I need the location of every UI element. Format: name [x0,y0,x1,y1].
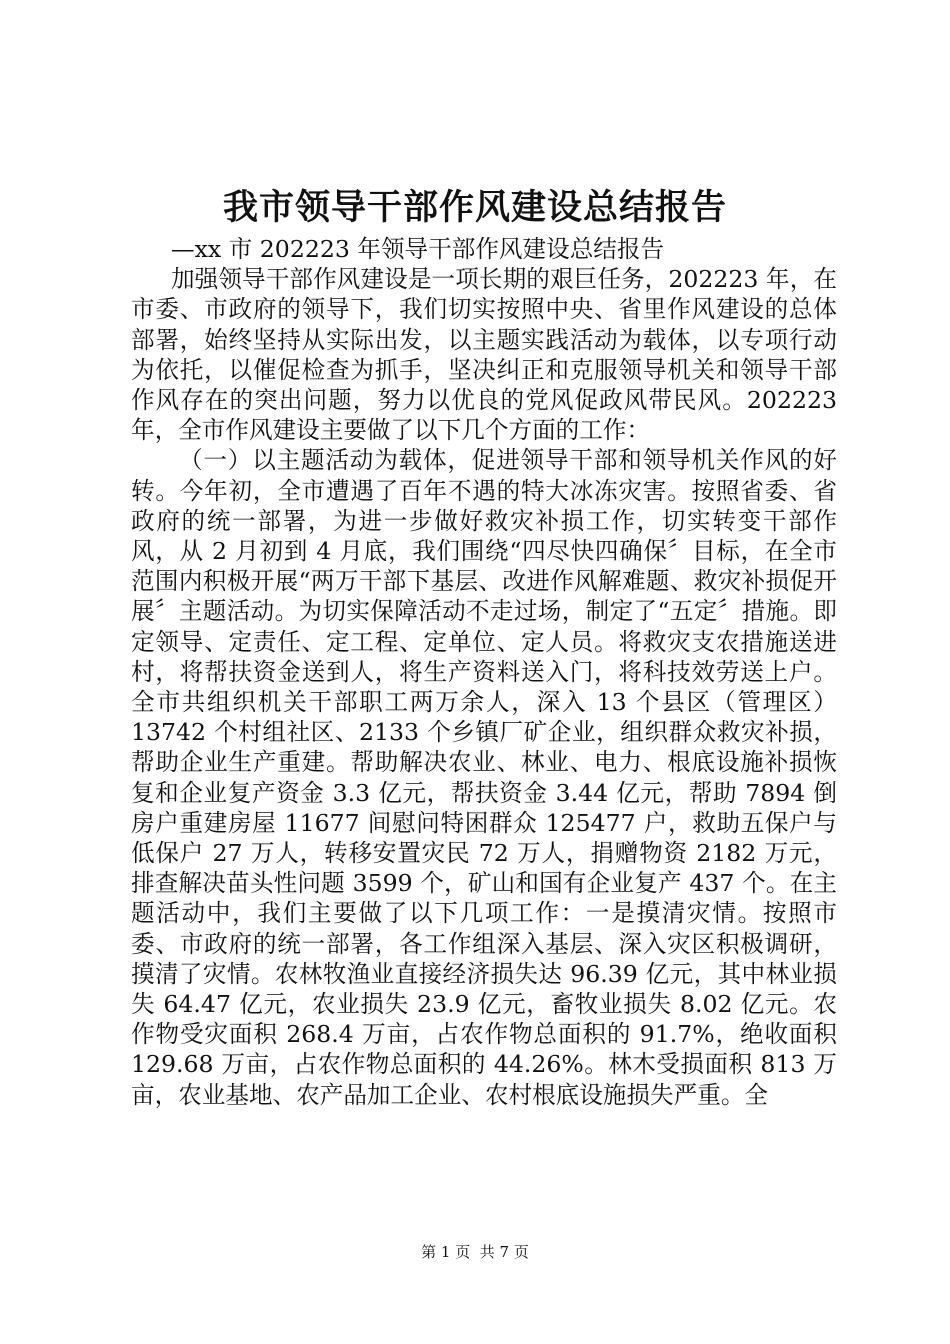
document-subtitle: —xx 市 202223 年领导干部作风建设总结报告 [171,235,665,263]
page-title: 我市领导干部作风建设总结报告 [222,187,727,228]
paragraph-section-1: （一）以主题活动为载体，促进领导干部和领导机关作风的好转。今年初，全市遭遇了百年不遇的特大冰冻灾害。按照省委、省政府的统一部署，为进一步做好救灾补损工作，切实转变干部作风，从 2 月初到 4 月底，我们围绕“四尽快四确保〞目标，在全市范围内积极开展“两万干部下基层、改进作风解难题、救灾补损促开展〞主题活动。为切实保障活动不走过场，制定了“五定〞措施。即定领导、定责任、定工程、定单位、定人员。将救灾支农措施送进村，将帮扶资金送到人，将生产资料送入门，将科技效劳送上户。全市共组织机关干部职工两万余人，深入 13 个县区（管理区）13742 个村组社区、2133 个乡镇厂矿企业，组织群众救灾补损，帮助企业生产重建。帮助解决农业、林业、电力、根底设施补损恢复和企业复产资金 3.3 亿元，帮扶资金 3.44 亿元，帮助 7894 倒房户重建房屋 11677 间慰问特困群众 125477 户，救助五保户与低保户 27 万人，转移安置灾民 72 万人，捐赠物资 2182 万元，排查解决苗头性问题 3599 个，矿山和国有企业复产 437 个。在主题活动中，我们主要做了以下几项工作：一是摸清灾情。按照市委、市政府的统一部署，各工作组深入基层、深入灾区积极调研，摸清了灾情。农林牧渔业直接经济损失达 96.39 亿元，其中林业损失 64.47 亿元，农业损失 23.9 亿元，畜牧业损失 8.02 亿元。农作物受灾面积 268.4 万亩，占农作物总面积的 91.7%，绝收面积 129.68 万亩，占农作物总面积的 44.26%。林木受损面积 813 万亩，农业基地、农产品加工企业、农村根底设施损失严重。全 [131,446,837,1109]
page-number: 第 1 页 共 7 页 [421,1243,529,1261]
document-body [131,234,837,1110]
paragraph-intro: 加强领导干部作风建设是一项长期的艰巨任务，202223 年，在市委、市政府的领导下，我们切实按照中央、省里作风建设的总体部署，始终坚持从实际出发，以主题实践活动为载体，以专项行动为依托，以催促检查为抓手，坚决纠正和克服领导机关和领导干部作风存在的突出问题，努力以优良的党风促政风带民风。202223 年，全市作风建设主要做了以下几个方面的工作： [131,265,837,445]
page-footer [0,1242,950,1262]
